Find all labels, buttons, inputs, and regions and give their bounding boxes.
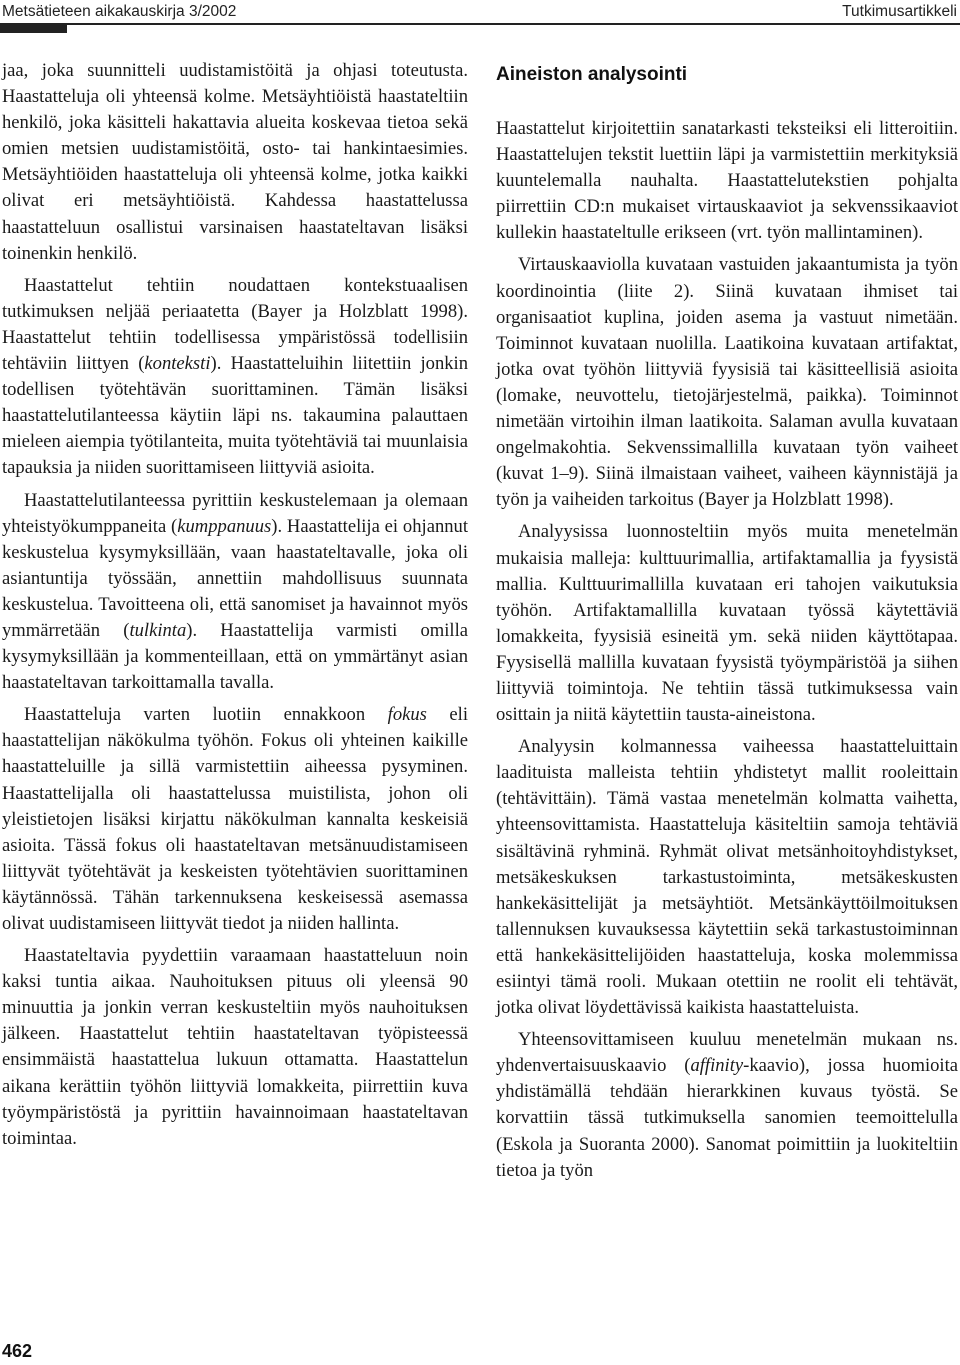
text-segment: Haastattelutilanteessa pyrittiin keskustelemaan ja olemaan yhteistyökumppaneita ( [2, 489, 468, 537]
left-paragraph-5: Haastateltavia pyydettiin varaamaan haastatteluun noin kaksi tuntia aikaa. Nauhoituksen pituus oli yleensä 90 minuuttia ja jonkin verran keskusteltiin myös nauhoituksen jälkeen. Haastattelut tehtiin haastateltavan työpisteessä ensimmäistä haastattelua lukuun ottamatta. Haastattelun aikana kerättiin työhön liittyviä lomakkeita, piirrettiin kuva työympäristöstä ja pyrittiin havainnoimaan haastateltavan toimintaa. [2, 945, 468, 1149]
text-segment: ). Haastattelija ei ohjannut keskustelua kysymyksillään, vaan haastateltavalle, joka oli asiantuntija työssään, annettiin mahdollisuus suunnata keskustelua. Tavoitteena oli, että sanomiset ja havainnot myös ymmärretään ( [2, 515, 468, 641]
emphasis: affinity [690, 1055, 744, 1077]
page-number: 462 [2, 1341, 33, 1361]
left-column [2, 58, 468, 1158]
emphasis: tulkinta [129, 619, 187, 641]
text-segment: Haastattelut tehtiin noudattaen kontekstuaalisen tutkimuksen neljää periaatetta (Bayer ja Holzblatt 1998). Haastattelut tehtiin todellisessa ympäristössä todellisiin tehtäviin liittyen ( [2, 274, 468, 375]
text-segment: Yhteensovittamiseen kuuluu menetelmän mukaan ns. yhdenvertaisuuskaavio ( [496, 1029, 958, 1077]
right-paragraph-5 [496, 1027, 958, 1184]
right-column [496, 62, 958, 1190]
emphasis: kumppanuus [177, 515, 272, 537]
left-paragraph-1: jaa, joka suunnitteli uudistamistöitä ja ohjasi toteutusta. Haastatteluja oli yhteensä kolme. Metsäyhtiöistä haastateltiin henkilö, joka käsitteli hakattavia alueita koskevaa tietoa sekä omien metsien uudistamistöitä, osto- tai hankintaesimies. Metsäyhtiöiden haastatteluja oli yhteensä kolme, jotka kaikki olivat eri metsäyhtiöistä. Kahdessa haastattelussa haastatteluun osallistui varsinaisen haastateltavan lisäksi toinenkin henkilö. [2, 60, 468, 264]
article-type: Tutkimusartikkeli [842, 3, 957, 20]
text-segment: -kaavio), jossa huomioita yhdistämällä tehdään hierarkkinen kuvaus työstä. Se korvattiin tässä tutkimuksella sanomien teemoittelulla (Eskola ja Suoranta 2000). Sanomat poimittiin ja luokiteltiin tietoa ja työn [496, 1055, 958, 1181]
right-paragraph-1: Haastattelut kirjoitettiin sanatarkasti teksteiksi eli litteroitiin. Haastattelujen tekstit luettiin läpi ja varmistettiin merkityksiä kuuntelemalla nauhalta. Haastattelutekstien pohjalta piirrettiin CD:n mukaiset virtauskaaviot ja sekvenssikaaviot kullekin haastateltulle erikseen (vrt. työn mallintaminen). [496, 118, 958, 244]
left-paragraph-2 [2, 273, 468, 482]
right-paragraph-3: Analyysissa luonnosteltiin myös muita menetelmän mukaisia malleja: kulttuurimallia, artifaktamallia ja fyysistä mallia. Kulttuurimallilla kuvataan eri tahojen vaikutuksia työhön. Artifaktamallilla kuvataan työssä käytettäviä lomakkeita, fyysisiä esineitä ym. sekä niiden käyttötapaa. Fyysisellä mallilla kuvataan fyysistä työympäristöä ja siihen liittyviä toimintoja. Ne tehtiin tässä tutkimuksessa vain osittain ja niitä käytettiin tausta-aineistona. [496, 521, 958, 726]
right-paragraph-2: Virtauskaaviolla kuvataan vastuiden jakaantumista ja työn koordinointia (liite 2). Siinä kuvataan ihmiset tai organisaatiot kuplina, joiden asema ja vastuut nimetään. Toiminnot kuvataan nuolilla. Laatikoina kuvataan artifaktat, jotka ovat työhön liittyviä fyysisiä tai käsitteellisiä asioita (lomake, neuvottelu, tietojärjestelmä, paikka). Toiminnot nimetään virtoihin ilman laatikoita. Salaman avulla kuvataan ongelmakohtia. Sekvenssimallilla kuvataan työn vaiheet (kuvat 1–9). Siinä ilmaistaan vaiheet, vaiheen käynnistäjä ja työn ja vaiheiden tarkoitus (Bayer ja Holzblatt 1998). [496, 254, 958, 511]
emphasis: fokus [387, 704, 427, 726]
left-paragraph-3 [2, 488, 468, 697]
left-paragraph-4 [2, 702, 468, 937]
right-paragraph-4: Analyysin kolmannessa vaiheessa haastatteluittain laadituista malleista tehtiin yhdistetyt mallit rooleittain (tehtävittäin). Tämä vastaa menetelmän kolmatta vaihetta, yhteensovittamista. Haastatteluja käsiteltiin samoja tehtäviä sisältävinä ryhminä. Ryhmät olivat metsänhoitoyhdistykset, metsäkeskuksen tarkastustoiminta, metsäkeskusten hankekäsittelijät ja metsäyhtiöt. Metsänkäyttöilmoituksen tallennuksen kuvauksessa käytettiin sekä tarkastustoiminnan että hankekäsittelijöiden haastatteluja, koska molemmissa esiintyi tämä rooli. Mukaan otettiin ne roolit eli tehtävät, jotka olivat löydettävissä kaikista haastatteluista. [496, 736, 958, 1019]
text-segment: eli haastattelijan näkökulma työhön. Fokus oli yhteinen kaikille haastatteluille ja sillä varmistettiin aiheessa pysyminen. Haastattelijalla oli haastattelussa muistilista, johon oli yleistietojen lisäksi kirjattu näkökulman kannalta keskeisiä asioita. Tässä fokus oli haastateltavan metsänuudistamiseen liittyvät työtehtävät ja keskeisten työtehtävien suorittaminen käytännössä. Tähän tarkennuksena keskeisessä asemassa olivat uudistamiseen liittyvät tiedot ja niiden hallinta. [2, 704, 468, 934]
header-rule [0, 23, 960, 25]
journal-title: Metsätieteen aikakauskirja 3/2002 [2, 3, 237, 20]
text-segment: ). Haastatteluihin liitettiin jonkin todellisen työtehtävän suorittaminen. Tämän lisäksi haastattelutilanteessa käytiin läpi ns. takaumina palauttaen mieleen aiempia työtilanteita, muita työtehtäviä tai muunlaisia tapauksia ja niiden suorittamiseen liittyviä asioita. [2, 353, 468, 479]
emphasis: konteksti [144, 353, 211, 375]
header-rule-block [0, 25, 67, 33]
text-segment: ). Haastattelija varmisti omilla kysymyksillään ja kommenteillaan, että on ymmärtänyt asian haastateltavan tarkoittamalla tavalla. [2, 619, 468, 694]
section-heading: Aineiston analysointi [496, 64, 688, 85]
text-segment: Haastatteluja varten luotiin ennakkoon [24, 704, 388, 726]
